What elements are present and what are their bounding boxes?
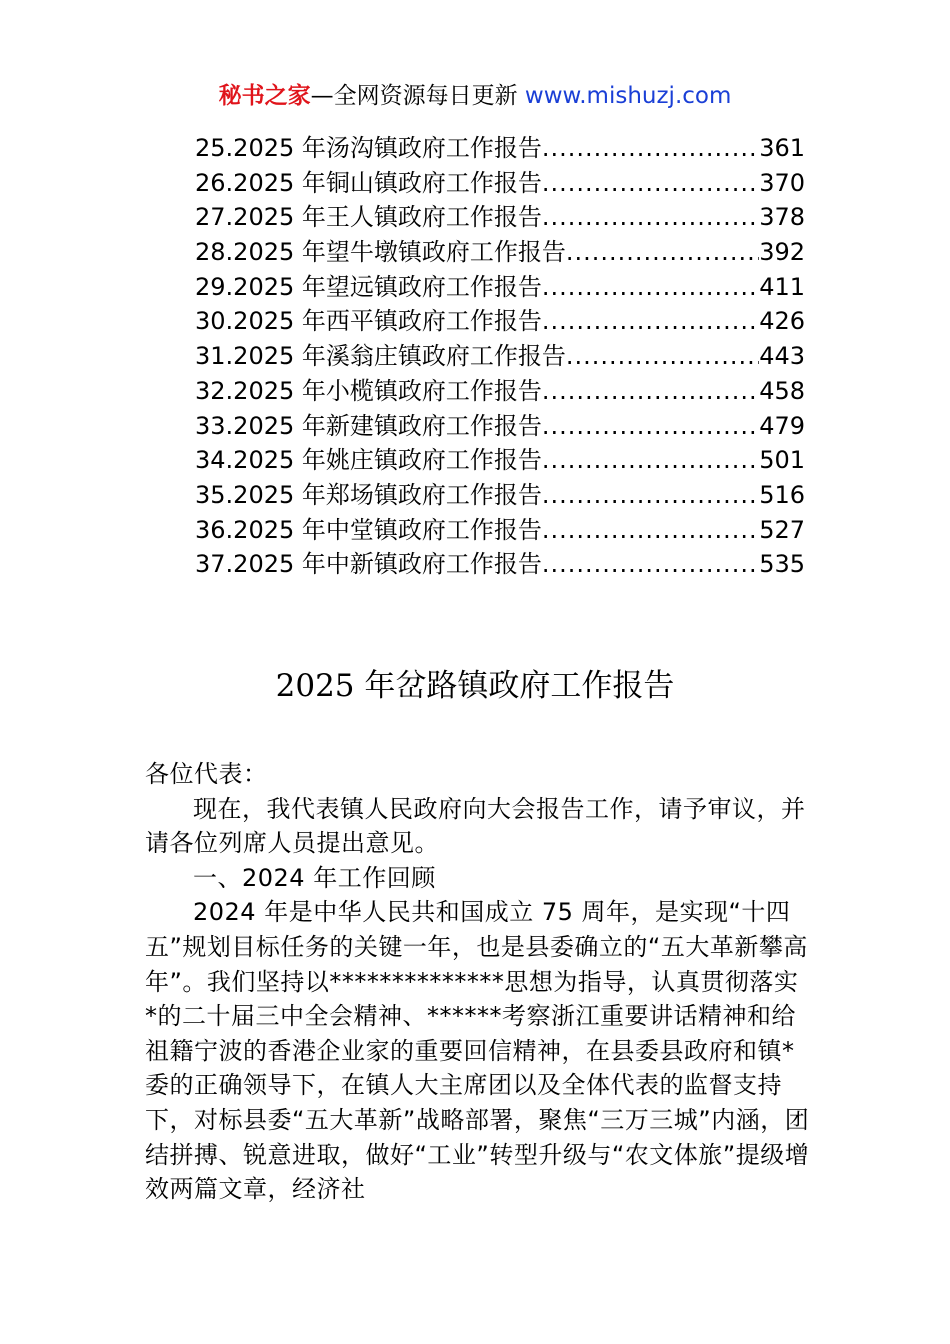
- toc-entry-title: 30.2025 年西平镇政府工作报告: [195, 307, 542, 336]
- toc-entry[interactable]: [195, 374, 805, 409]
- toc-entry[interactable]: [195, 304, 805, 339]
- toc-entry-title: 37.2025 年中新镇政府工作报告: [195, 550, 542, 579]
- toc-entry[interactable]: [195, 235, 805, 270]
- toc-entry-page: 501: [759, 446, 805, 475]
- brand-name: 秘书之家: [218, 83, 311, 109]
- toc-leader-dots: [566, 339, 759, 374]
- toc-entry-title: 35.2025 年郑场镇政府工作报告: [195, 480, 542, 509]
- toc-entry-page: 378: [759, 203, 805, 232]
- toc-entry[interactable]: [195, 131, 805, 166]
- toc-entry-title: 26.2025 年铜山镇政府工作报告: [195, 168, 542, 197]
- intro-paragraph: 现在，我代表镇人民政府向大会报告工作，请予审议，并请各位列席人员提出意见。: [145, 794, 806, 858]
- toc-entry-page: 426: [759, 307, 805, 336]
- toc-entry-page: 527: [759, 515, 805, 544]
- site-header: [0, 80, 950, 112]
- toc-entry[interactable]: [195, 339, 805, 374]
- toc-entry-page: 443: [759, 342, 805, 371]
- toc-entry[interactable]: [195, 166, 805, 201]
- toc-entry-page: 361: [759, 134, 805, 162]
- toc-entry-page: 516: [759, 480, 805, 509]
- toc-entry-page: 458: [759, 376, 805, 405]
- document-title: 2025 年岔路镇政府工作报告: [275, 668, 675, 704]
- table-of-contents: [195, 131, 805, 582]
- toc-entry[interactable]: [195, 200, 805, 235]
- toc-entry-title: 31.2025 年溪翁庄镇政府工作报告: [195, 342, 566, 371]
- toc-entry[interactable]: [195, 478, 805, 513]
- toc-leader-dots: [542, 131, 759, 166]
- toc-entry-page: 535: [759, 550, 805, 579]
- toc-entry-title: 27.2025 年王人镇政府工作报告: [195, 203, 542, 232]
- toc-entry[interactable]: [195, 547, 805, 582]
- toc-entry-page: 392: [759, 238, 805, 267]
- toc-entry[interactable]: [195, 409, 805, 444]
- toc-entry-page: 370: [759, 168, 805, 197]
- site-url-link[interactable]: www.mishuzj.com: [524, 83, 732, 109]
- toc-leader-dots: [542, 200, 759, 235]
- toc-entry[interactable]: [195, 270, 805, 305]
- toc-entry-title: 28.2025 年望牛墩镇政府工作报告: [195, 238, 566, 267]
- toc-leader-dots: [542, 478, 759, 513]
- toc-entry-page: 479: [759, 411, 805, 440]
- toc-entry[interactable]: [195, 513, 805, 548]
- toc-leader-dots: [542, 443, 759, 478]
- toc-leader-dots: [542, 513, 759, 548]
- body-paragraph: 2024 年是中华人民共和国成立 75 周年，是实现“十四五”规划目标任务的关键一年，也是县委确立的“五大革新攀高年”。我们坚持以**************思想为指导，认真贯彻落实*的二十届三中全会精神、******考察浙江重要讲话精神和给祖籍宁波的香港企业家的重要回信精神，在县委县政府和镇*委的正确领导下，在镇人大主席团以及全体代表的监督支持下，对标县委“五大革新”战略部署，聚焦“三万三城”内涵，团结拼搏、锐意进取，做好“工业”转型升级与“农文体旅”提级增效两篇文章，经济社: [145, 898, 810, 1204]
- toc-entry-page: 411: [759, 272, 805, 301]
- toc-leader-dots: [542, 304, 759, 339]
- toc-entry-title: 36.2025 年中堂镇政府工作报告: [195, 515, 542, 544]
- slogan: —全网资源每日更新: [310, 83, 525, 109]
- toc-entry-title: 32.2025 年小榄镇政府工作报告: [195, 376, 542, 405]
- toc-entry-title: 25.2025 年汤沟镇政府工作报告: [195, 134, 542, 162]
- toc-leader-dots: [542, 270, 759, 305]
- toc-leader-dots: [542, 409, 759, 444]
- toc-entry[interactable]: [195, 443, 805, 478]
- section-heading: 一、2024 年工作回顾: [193, 863, 436, 892]
- document-body: [145, 757, 810, 1207]
- toc-leader-dots: [566, 235, 759, 270]
- toc-entry-title: 29.2025 年望远镇政府工作报告: [195, 272, 542, 301]
- toc-entry-title: 33.2025 年新建镇政府工作报告: [195, 411, 542, 440]
- salutation: 各位代表：: [145, 760, 268, 788]
- toc-leader-dots: [542, 547, 759, 582]
- toc-leader-dots: [542, 166, 759, 201]
- toc-leader-dots: [542, 374, 759, 409]
- toc-entry-title: 34.2025 年姚庄镇政府工作报告: [195, 446, 542, 475]
